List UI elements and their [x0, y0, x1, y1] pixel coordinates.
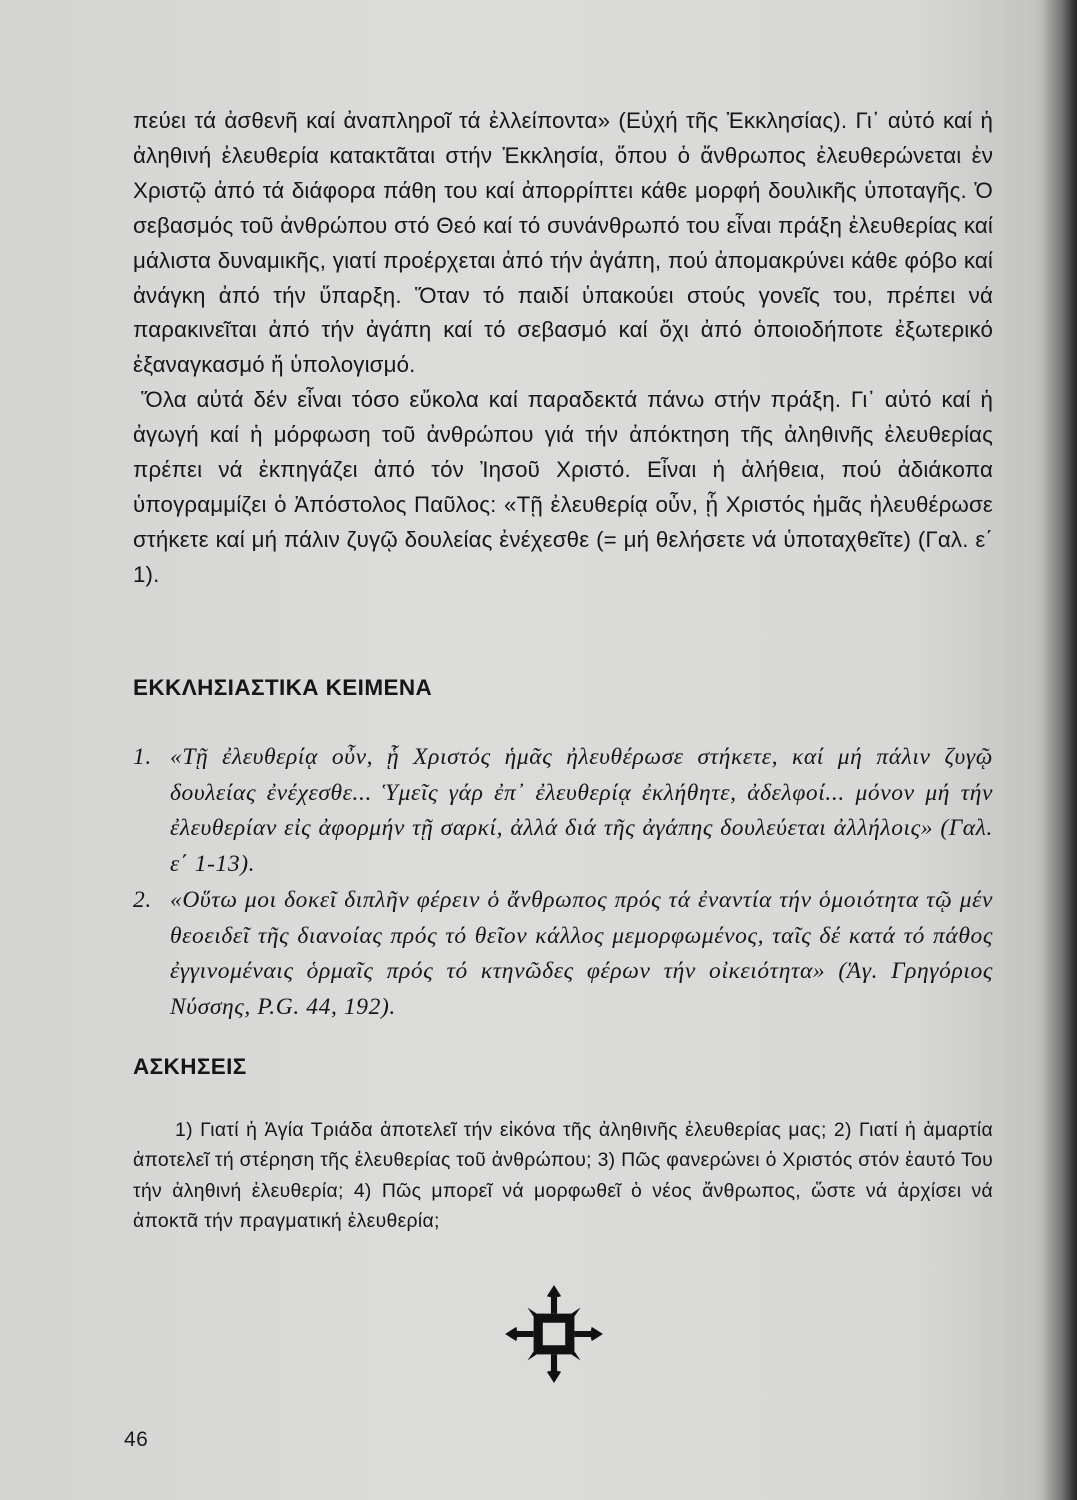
section-heading-church-texts: ΕΚΚΛΗΣΙΑΣΤΙΚΑ ΚΕΙΜΕΝΑ	[133, 675, 433, 700]
quote-number: 1.	[133, 744, 152, 770]
exercises-text	[133, 1115, 993, 1236]
quote-reference: (Ἁγ. Γρηγόριος Νύσσης, P.G. 44, 192).	[170, 958, 994, 1020]
page-number: 46	[124, 1428, 149, 1451]
section-heading-exercises: ΑΣΚΗΣΕΙΣ	[133, 1054, 247, 1079]
paragraph-1: πεύει τά ἀσθενῆ καί ἀναπληροῖ τά ἐλλείποντα» (Εὐχή τῆς Ἐκκλησίας). Γι᾿ αὐτό καί ἡ ἀληθινή ἐλευθερία κατακτᾶται στήν Ἐκκλησία, ὅπου ὁ ἄνθρωπος ἐλευθερώνεται ἐν Χριστῷ ἀπό τά διάφορα πάθη του καί ἀπορρίπτει κάθε μορφή δουλικῆς ὑποταγῆς. Ὁ σεβασμός τοῦ ἀνθρώπου στό Θεό καί τό συνάνθρωπό του εἶναι πράξη ἐλευθερίας καί μάλιστα δυναμικῆς, γιατί προέρχεται ἀπό τήν ἀγάπη, πού ἀπομακρύνει κάθε φόβο καί ἀνάγκη ἀπό τήν ὕπαρξη. Ὅταν τό παιδί ὑπακούει στούς γονεῖς του, πρέπει νά παρακινεῖται ἀπό τήν ἀγάπη καί τό σεβασμό καί ὄχι ἀπό ὁποιοδήποτε ἐξωτερικό ἐξαναγκασμό ἤ ὑπολογισμό.	[133, 108, 993, 378]
quote-text: «Τῇ ἐλευθερίᾳ οὖν, ᾗ Χριστός ἡμᾶς ἠλευθέρωσε στήκετε, καί μή πάλιν ζυγῷ δουλείας ἐνέχεσθε... Ὑμεῖς γάρ ἐπ᾿ ἐλευθερίᾳ ἐκλήθητε, ἀδελφοί... μόνον μή τήν ἐλευθερίαν εἰς ἀφορμήν τῇ σαρκί, ἀλλά διά τῆς ἀγάπης δουλεύεται ἀλλήλοις»	[170, 744, 993, 841]
quote-text: «Οὕτω μοι δοκεῖ διπλῆν φέρειν ὁ ἄνθρωπος πρός τά ἐναντία τήν ὁμοιότητα τῷ μέν θεοειδεῖ τῆς διανοίας πρός τό θεῖον κάλλος μεμορφωμένος, ταῖς δέ κατά τό πάθος ἐγγινομέναις ὁρμαῖς πρός τό κτηνῶδες φέρων τήν οἰκειότητα»	[170, 887, 993, 984]
quote-item	[133, 740, 993, 882]
quote-number: 2.	[133, 887, 152, 913]
spine-shadow	[1043, 0, 1077, 1500]
quote-reference: (Γαλ. ε΄ 1-13).	[170, 815, 993, 877]
cross-ornament-icon	[503, 1283, 605, 1385]
body-text	[133, 104, 993, 593]
paragraph-2: Ὅλα αὐτά δέν εἶναι τόσο εὔκολα καί παραδεκτά πάνω στήν πράξη. Γι᾿ αὐτό καί ἡ ἀγωγή καί ἡ μόρφωση τοῦ ἀνθρώπου γιά τήν ἀπόκτηση τῆς ἀληθινῆς ἐλευθερίας πρέπει νά ἐκπηγάζει ἀπό τόν Ἰησοῦ Χριστό. Εἶναι ἡ ἀλήθεια, πού ἀδιάκοπα ὑπογραμμίζει ὁ Ἀπόστολος Παῦλος: «Τῇ ἐλευθερίᾳ οὖν, ᾗ Χριστός ἡμᾶς ἠλευθέρωσε στήκετε καί μή πάλιν ζυγῷ δουλείας ἐνέχεσθε (= μή θελήσετε νά ὑποταχθεῖτε) (Γαλ. ε΄ 1).	[133, 387, 993, 587]
quote-item	[133, 883, 993, 1025]
exercises-body: 1) Γιατί ἡ Ἁγία Τριάδα ἀποτελεῖ τήν εἰκόνα τῆς ἀληθινῆς ἐλευθερίας μας; 2) Γιατί ἡ ἁμαρτία ἀποτελεῖ τή στέρηση τῆς ἐλευθερίας τοῦ ἀνθρώπου; 3) Πῶς φανερώνει ὁ Χριστός στόν ἑαυτό Του τήν ἀληθινή ἐλευθερία; 4) Πῶς μπορεῖ νά μορφωθεῖ ὁ νέος ἄνθρωπος, ὥστε νά ἀρχίσει νά ἀποκτᾶ τήν πραγματική ἐλευθερία;	[133, 1119, 993, 1232]
quote-list	[133, 740, 993, 1026]
